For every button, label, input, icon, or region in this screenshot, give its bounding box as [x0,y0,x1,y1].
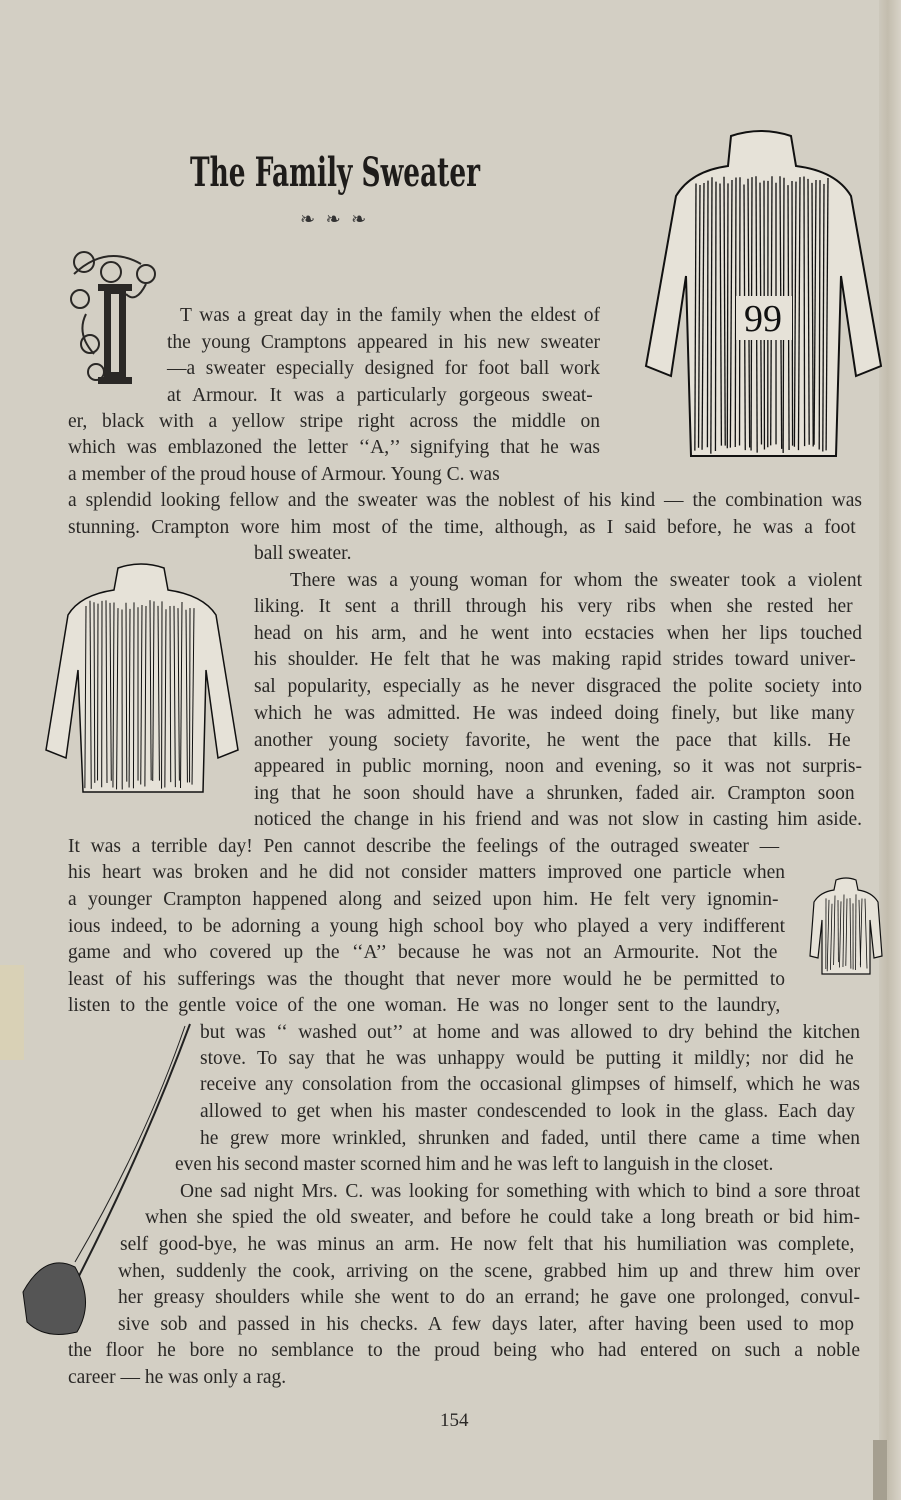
body-text-line: career — he was only a rag. [68,1367,287,1388]
body-text-line: ious indeed, to be adorning a young high school boy who played a very indifferent [68,916,785,937]
body-text-line: self good-bye, he was minus an arm. He now felt that his humiliation was complete, [120,1234,855,1255]
body-text-line: a younger Crampton happened along and seized upon him. He felt very ignomin- [68,889,779,910]
body-text-line: which he was admitted. He was indeed doing finely, but like many [254,703,855,724]
page-number: 154 [440,1410,469,1431]
body-text-line: another young society favorite, he went the pace that kills. He [254,730,851,751]
page-edge-shadow [873,1440,887,1500]
body-text-line: head on his arm, and he went into ecstacies when her lips touched [254,623,862,644]
body-text-line: It was a terrible day! Pen cannot describe the feelings of the outraged sweater — [68,836,780,857]
sweater-illustration-small [808,876,884,978]
sweater-illustration-large [636,126,888,466]
knit-stroke [133,602,134,788]
knit-stroke [727,183,728,448]
body-text-line: when she spied the old sweater, and before he could take a long breath or bid him- [145,1207,860,1228]
body-text-line: which was emblazoned the letter ‘‘A,’’ signifying that he was [68,437,600,458]
sweater-number: 99 [744,298,782,340]
body-text-line: a splendid looking fellow and the sweater was the noblest of his kind — the combination was [68,490,862,511]
body-text-line: liking. It sent a thrill through his very ribs when she rested her [254,596,853,617]
body-text-line: er, black with a yellow stripe right across the middle on [68,411,600,432]
body-text-line: her greasy shoulders while she went to do an errand; he gave one prolonged, convul- [118,1287,860,1308]
body-text-line: stunning. Crampton wore him most of the time, although, as I said before, he was a foot [68,517,856,538]
knit-stroke [819,180,820,449]
body-text-line: but was ‘‘ washed out’’ at home and was allowed to dry behind the kitchen [200,1022,860,1043]
page-title: The Family Sweater [190,149,480,196]
body-text-line: stove. To say that he was unhappy would be putting it mildly; nor did he [200,1048,854,1069]
body-text-line: receive any consolation from the occasional glimpses of himself, which he was [200,1074,860,1095]
body-text-line: noticed the change in his friend and was not slow in casting him aside. [254,809,862,830]
body-text-line: ing that he soon should have a shrunken, faded air. Crampton soon [254,783,855,804]
body-text-line: game and who covered up the ‘‘A’’ because he was not an Armourite. Not the [68,942,778,963]
body-text-line: T was a great day in the family when the eldest of [180,305,600,326]
body-text-line: listen to the gentle voice of the one woman. He was no longer sent to the laundry, [68,995,781,1016]
body-text-line: the young Cramptons appeared in his new sweater [167,332,600,353]
knit-stroke [707,181,708,448]
body-text-line: One sad night Mrs. C. was looking for something with which to bind a sore throat [180,1181,860,1202]
knit-stroke [792,181,793,446]
body-text-line: —a sweater especially designed for foot ball work [167,358,600,379]
body-text-line: he grew more wrinkled, shrunken and faded, until there came a time when [200,1128,860,1149]
body-text-line: ball sweater. [254,543,352,564]
title-ornament: ❧ ❧ ❧ [300,209,370,229]
body-text-line: his heart was broken and he did not consider matters improved one particle when [68,862,785,883]
body-text-line: allowed to get when his master condescended to look in the glass. Each day [200,1101,856,1122]
knit-stroke [735,177,736,447]
body-text-line: There was a young woman for whom the sweater took a violent [290,570,862,591]
body-text-line: when, suddenly the cook, arriving on the scene, grabbed him up and threw him over [118,1261,860,1282]
body-text-line: his shoulder. He felt that he was making rapid strides toward univer- [254,649,856,670]
knit-stroke [804,177,805,447]
body-text-line: appeared in public morning, noon and evening, so it was not surpris- [254,756,862,777]
body-text-line: least of his sufferings was the thought that never more would he be permitted to [68,969,785,990]
sweater-illustration-medium [38,560,244,800]
body-text-line: the floor he bore no semblance to the proud being who had entered on such a noble [68,1340,860,1361]
body-text-line: sal popularity, especially as he never disgraced the polite society into [254,676,862,697]
body-text-line: at Armour. It was a particularly gorgeous sweat- [167,385,593,406]
body-text-line: a member of the proud house of Armour. Young C. was [68,464,500,485]
body-text-line: sive sob and passed in his checks. A few days later, after having been used to mop [118,1314,854,1335]
drop-cap-illuminated-letter [66,244,174,394]
body-text-line: even his second master scorned him and he was left to languish in the closet. [175,1154,774,1175]
knit-stroke [715,182,716,451]
